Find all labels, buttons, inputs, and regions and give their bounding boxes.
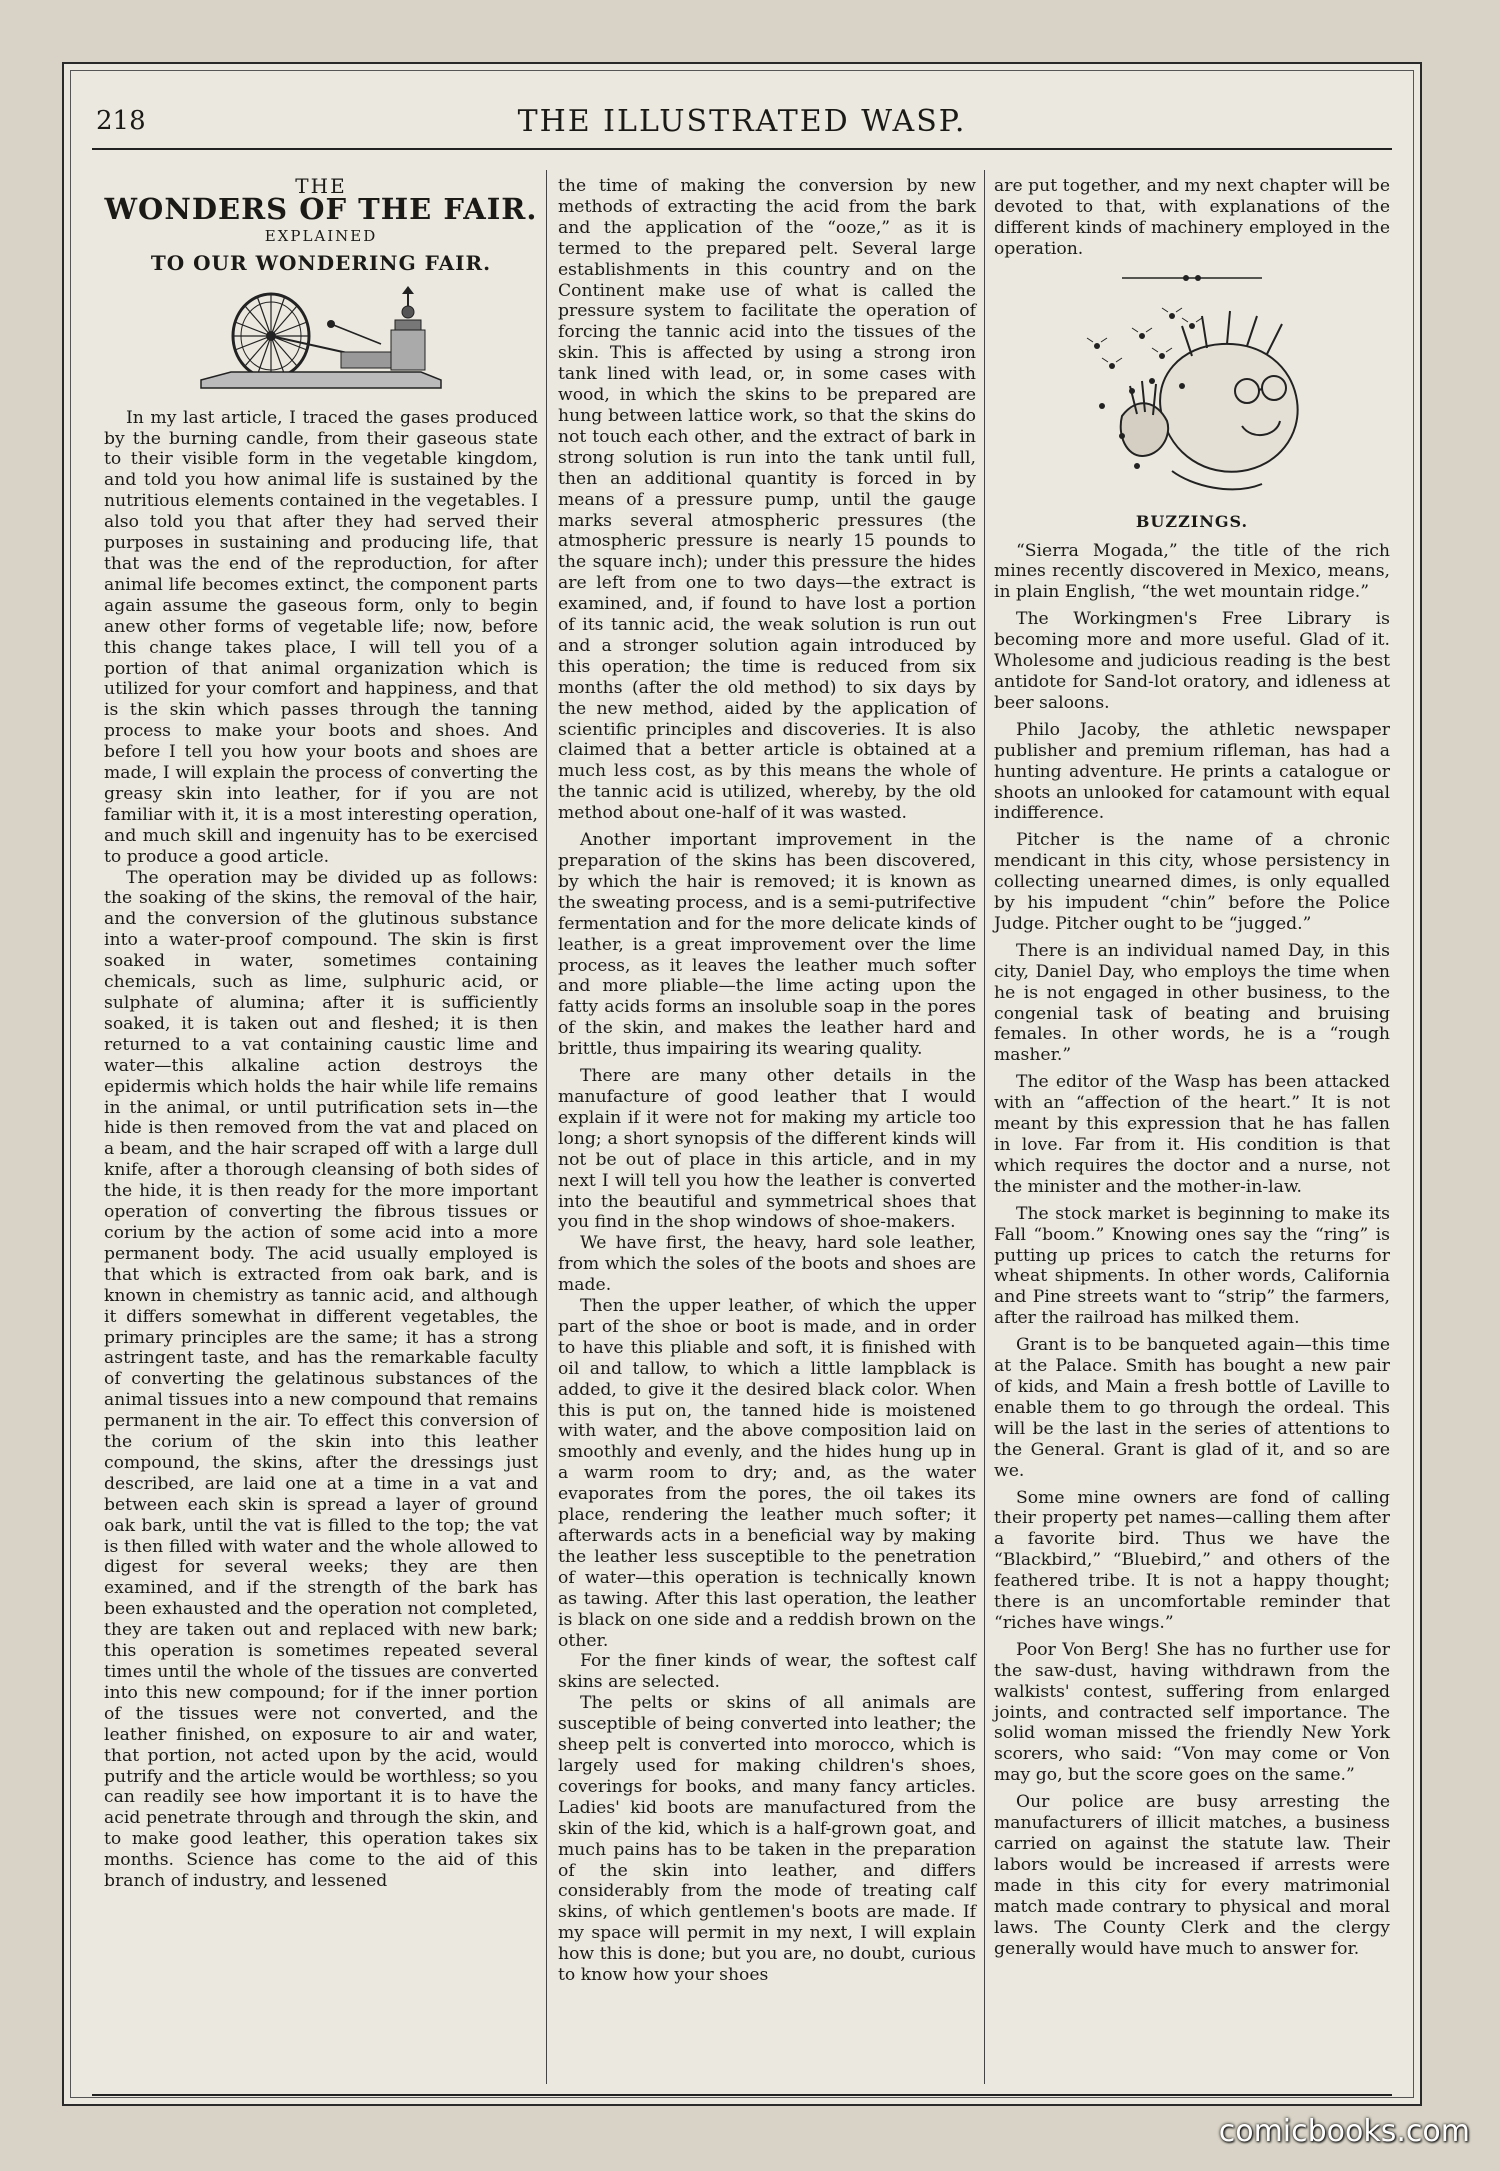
- column-divider: [546, 170, 547, 2084]
- buzzing-item: Our police are busy arresting the manufacturers of illicit matches, a business carried on against the statute law. Their labors would be increased if arrests were made in this city for every matrimonial match made contrary to physical and moral laws. The County Clerk and the clergy generally would have much to answer for.: [994, 1792, 1390, 1959]
- column-divider: [984, 170, 985, 2084]
- buzzing-item: “Sierra Mogada,” the title of the rich mines recently discovered in Mexico, means, in plain English, “the wet mountain ridge.”: [994, 540, 1390, 603]
- column-1: [104, 176, 538, 1892]
- buzzing-item: The editor of the Wasp has been attacked with an “affection of the heart.” It is not meant by this expression that he has fallen in love. Far from it. His condition is that which requires the doctor and a nurse, not the minister and the mother-in-law.: [994, 1072, 1390, 1197]
- paragraph: There are many other details in the manufacture of good leather that I would explain if it were not for making my article too long; a short synopsis of the different kinds will not be out of place in this article, and in my next I will tell you how the leather is converted into the beautiful and symmetrical shoes that you find in the shop windows of shoe-makers.: [558, 1066, 976, 1233]
- paragraph: are put together, and my next chapter will be devoted to that, with explanations of the different kinds of machinery employed in the operation.: [994, 176, 1390, 259]
- bee-cartoon-illustration: [1042, 296, 1342, 506]
- buzzing-item: Poor Von Berg! She has no further use for the saw-dust, having withdrawn from the walkists' contest, suffering from enlarged joints, and contracted self importance. The solid woman missed the friendly New York scorers, who said: “Von may come or Von may go, but the score goes on the same.”: [994, 1639, 1390, 1786]
- paragraph: Another important improvement in the preparation of the skins has been discovered, by which the hair is removed; it is known as the sweating process, and is a semi-putrifective fermentation and for the more delicate kinds of leather, is a great improvement over the lime process, as it leaves the leather much softer and more pliable—the lime acting upon the fatty acids forms an insoluble soap in the pores of the skin, and makes the leather hard and brittle, thus impairing its wearing quality.: [558, 830, 976, 1060]
- steam-engine-illustration: [191, 284, 451, 394]
- paragraph: We have first, the heavy, hard sole leather, from which the soles of the boots and shoes are made.: [558, 1233, 976, 1296]
- footer-rule: [92, 2094, 1392, 2096]
- buzzing-item: The stock market is beginning to make its Fall “boom.” Knowing ones say the “ring” is putting up prices to catch the returns for wheat shipments. In other words, California and Pine streets want to “strip” the farmers, after the railroad has milked them.: [994, 1203, 1390, 1329]
- paragraph: the time of making the conversion by new methods of extracting the acid from the bark and the application of the “ooze,” as it is termed to the prepared pelt. Several large establishments in this country and on the Continent make use of what is called the pressure system to facilitate the operation of forcing the tannic acid into the tissues of the skin. This is affected by using a strong iron tank lined with lead, or, in some cases with wood, in which the skins to be prepared are hung between lattice work, so that the skins do not touch each other, and the extract of bark in strong solution is run into the tank until full, then an additional quantity is forced in by means of a pressure pump, until the gauge marks several atmospheric pressures (the atmospheric pressure is nearly 15 pounds to the square inch); under this pressure the hides are left from one to two days—the extract is examined, and, if found to have lost a portion of its tannic acid, the weak solution is run out and a stronger solution again introduced by this operation; the time is reduced from six months (after the old method) to six days by the new method, aided by the application of scientific principles and discoveries. It is also claimed that a better article is obtained at a much less cost, as by this means the whole of the tannic acid is utilized, whereby, by the old method about one-half of it was wasted.: [558, 176, 976, 824]
- buzzing-item: Grant is to be banqueted again—this time at the Palace. Smith has bought a new pair of kids, and Main a fresh bottle of Laville to enable them to go through the ordeal. This will be the last in the series of attentions to the General. Grant is glad of it, and so are we.: [994, 1335, 1390, 1481]
- watermark-text: comicbooks.com: [1218, 2114, 1470, 2149]
- paragraph: The operation may be divided up as follows: the soaking of the skins, the removal of the hair, and the conversion of the glutinous substance into a water-proof compound. The skin is first soaked in water, sometimes containing chemicals, such as lime, sulphuric acid, or sulphate of alumina; after it is sufficiently soaked, it is taken out and fleshed; it is then returned to a vat containing caustic lime and water—this alkaline action destroys the epidermis which holds the hair while life remains in the animal, or until putrification sets in—the hide is then removed from the vat and placed on a beam, and the hair scraped off with a large dull knife, after a thorough cleansing of both sides of the hide, it is then ready for the more important operation of converting the fibrous tissues or corium by the action of some acid into a more permanent body. The acid usually employed is that which is extracted from oak bark, and is known in chemistry as tannic acid, and although it differs somewhat in different vegetables, the primary principles are the same; it has a strong astringent taste, and has the remarkable faculty of converting the gelatinous substances of the animal tissues into a new compound that remains permanent in the air. To effect this conversion of the corium of the skin into this leather compound, the skins, after the dressings just described, are laid one at a time in a vat and between each skin is spread a layer of ground oak bark, until the vat is filled to the top; the vat is then filled with water and the whole allowed to digest for several weeks; they are then examined, and if the strength of the bark has been exhausted and the operation not completed, they are taken out and replaced with new bark; this operation is sometimes repeated several times until the whole of the tissues are converted into this new compound; for if the inner portion of the tissues were not converted, and the leather finished, on exposure to air and water, that portion, not acted upon by the acid, would putrify and the article would be worthless; so you can readily see how important it is to have the acid penetrate through and through the skin, and to make good leather, this operation takes six months. Science has come to the aid of this branch of industry, and lessened: [104, 867, 538, 1892]
- buzzing-item: The Workingmen's Free Library is becoming more and more useful. Glad of it. Wholesome and judicious reading is the best antidote for Sand-lot oratory, and idleness at beer saloons.: [994, 609, 1390, 713]
- buzzing-item: Some mine owners are fond of calling their property pet names—calling them after a favorite bird. Thus we have the “Blackbird,” “Bluebird,” and others of the feathered tribe. It is not a happy thought; there is an uncomfortable reminder that “riches have wings.”: [994, 1487, 1390, 1633]
- column-3: [994, 176, 1390, 1959]
- newspaper-page: [62, 62, 1422, 2106]
- paragraph: In my last article, I traced the gases produced by the burning candle, from their gaseous state to their visible form in the vegetable kingdom, and told you how animal life is sustained by the nutritious elements contained in the vegetables. I also told you that after they had served their purposes in sustaining and producing life, that that was the end of the reproduction, for after animal life becomes extinct, the component parts again assume the gaseous form, only to begin anew other forms of vegetable life; now, before this change takes place, I will tell you of a portion of that animal organization which is utilized for your comfort and happiness, and that is the skin which passes through the tanning process to make your boots and shoes. And before I tell you how your boots and shoes are made, I will explain the process of converting the greasy skin into leather, for if you are not familiar with it, it is a most interesting operation, and much skill and ingenuity has to be exercised to produce a good article.: [104, 407, 538, 867]
- paragraph: Then the upper leather, of which the upper part of the shoe or boot is made, and in order to have this pliable and soft, it is finished with oil and tallow, to which a little lampblack is added, to give it the desired black color. When this is put on, the tanned hide is moistened with water, and the above composition laid on smoothly and evenly, and the hides hung up in a warm room to dry; and, as the water evaporates from the pores, the oil takes its place, rendering the leather much softer; it afterwards acts in a beneficial way by making the leather less susceptible to the penetration of water—this operation is technically known as tawing. After this last operation, the leather is black on one side and a reddish brown on the other.: [558, 1296, 976, 1651]
- article-subtitle-2: TO OUR WONDERING FAIR.: [150, 250, 492, 275]
- buzzing-item: There is an individual named Day, in this city, Daniel Day, who employs the time when he is not engaged in other business, to the congenial task of beating and bruising females. In other words, he is a “rough masher.”: [994, 940, 1390, 1066]
- column-2: [558, 176, 976, 1986]
- masthead: THE ILLUSTRATED WASP.: [517, 104, 967, 139]
- article-title: WONDERS OF THE FAIR.: [104, 191, 538, 226]
- buzzings-title: BUZZINGS.: [1135, 511, 1249, 531]
- section-separator: [1122, 274, 1262, 282]
- paragraph: For the finer kinds of wear, the softest calf skins are selected.: [558, 1651, 976, 1693]
- paragraph: The pelts or skins of all animals are susceptible of being converted into leather; the sheep pelt is converted into morocco, which is largely used for making children's shoes, coverings for books, and many fancy articles. Ladies' kid boots are manufactured from the skin of the kid, which is a half-grown goat, and much pains has to be taken in the preparation of the skin into leather, and differs considerably from the mode of treating calf skins, of which gentlemen's boots are made. If my space will permit in my next, I will explain how this is done; but you are, no doubt, curious to know how your shoes: [558, 1693, 976, 1986]
- page-number: 218: [96, 106, 146, 136]
- article-subtitle: EXPLAINED: [264, 226, 378, 245]
- buzzing-item: Philo Jacoby, the athletic newspaper publisher and premium rifleman, has had a hunting adventure. He prints a catalogue or shoots an unlooked for catamount with equal indifference.: [994, 719, 1390, 824]
- buzzing-item: Pitcher is the name of a chronic mendicant in this city, whose persistency in collecting unearned dimes, is only equalled by his impudent “chin” before the Police Judge. Pitcher ought to be “jugged.”: [994, 830, 1390, 934]
- header-rule: [92, 148, 1392, 150]
- article-kicker: THE: [295, 174, 347, 198]
